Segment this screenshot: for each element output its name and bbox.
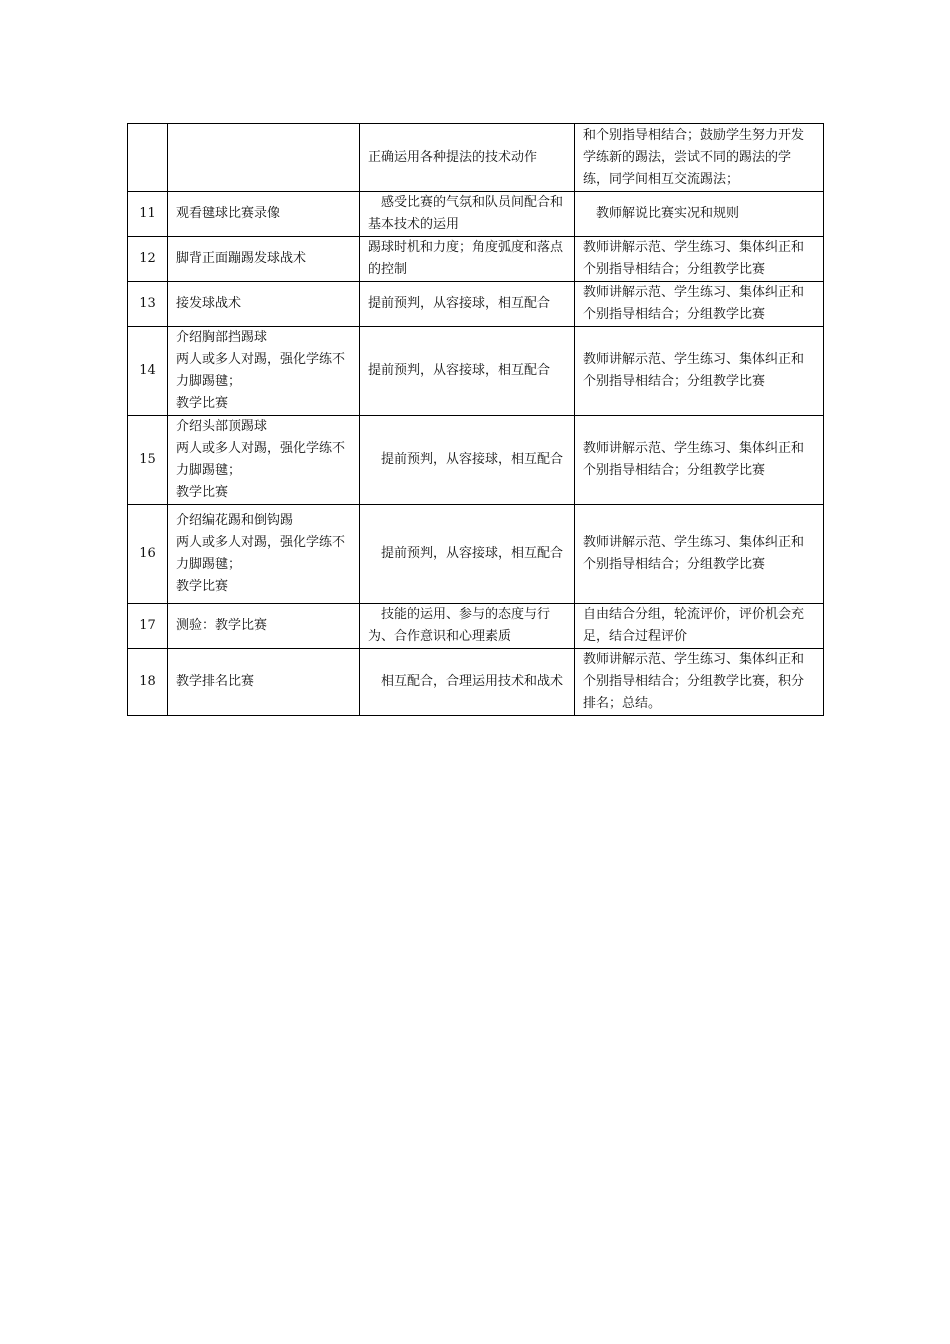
lesson-topic (168, 282, 360, 327)
lesson-goal: 提前预判，从容接球，相互配合 (360, 505, 575, 604)
lesson-method: 教师讲解示范、学生练习、集体纠正和个别指导相结合；分组教学比赛 (575, 237, 824, 282)
table-row (128, 327, 824, 416)
lesson-number (128, 124, 168, 192)
lesson-method: 教师讲解示范、学生练习、集体纠正和个别指导相结合；分组教学比赛 (575, 416, 824, 505)
table-row (128, 416, 824, 505)
lesson-number: 18 (128, 649, 168, 716)
table-row (128, 124, 824, 192)
table-row (128, 604, 824, 649)
lesson-topic-line: 观看毽球比赛录像 (176, 206, 281, 221)
lesson-topic-line: 两人或多人对踢，强化学练不力脚踢毽； (176, 352, 346, 389)
lesson-number: 12 (128, 237, 168, 282)
lesson-topic-line: 教学比赛 (176, 396, 229, 411)
lesson-method: 教师讲解示范、学生练习、集体纠正和个别指导相结合；分组教学比赛 (575, 505, 824, 604)
lesson-number: 15 (128, 416, 168, 505)
lesson-number: 14 (128, 327, 168, 416)
table-row (128, 505, 824, 604)
table-row (128, 237, 824, 282)
lesson-topic-line: 介绍编花踢和倒钩踢 (176, 513, 294, 528)
lesson-method: 教师解说比赛实况和规则 (575, 192, 824, 237)
lesson-topic (168, 327, 360, 416)
lesson-topic (168, 505, 360, 604)
lesson-goal: 正确运用各种提法的技术动作 (360, 124, 575, 192)
lesson-topic-line: 脚背正面蹦踢发球战术 (176, 251, 307, 266)
lesson-method: 教师讲解示范、学生练习、集体纠正和个别指导相结合；分组教学比赛，积分排名；总结。 (575, 649, 824, 716)
lesson-goal: 技能的运用、参与的态度与行为、合作意识和心理素质 (360, 604, 575, 649)
lesson-topic-line: 两人或多人对踢，强化学练不力脚踢毽； (176, 535, 346, 572)
lesson-number: 13 (128, 282, 168, 327)
lesson-goal: 踢球时机和力度；角度弧度和落点的控制 (360, 237, 575, 282)
lesson-topic (168, 649, 360, 716)
lesson-number: 16 (128, 505, 168, 604)
lesson-topic-line: 教学比赛 (176, 485, 229, 500)
lesson-goal: 提前预判，从容接球，相互配合 (360, 327, 575, 416)
lesson-topic (168, 237, 360, 282)
lesson-topic-line: 教学比赛 (176, 579, 229, 594)
teaching-schedule-table (127, 123, 824, 716)
lesson-goal: 提前预判，从容接球，相互配合 (360, 416, 575, 505)
lesson-number: 17 (128, 604, 168, 649)
table-row (128, 649, 824, 716)
lesson-method: 自由结合分组，轮流评价，评价机会充足，结合过程评价 (575, 604, 824, 649)
lesson-topic-line: 测验：教学比赛 (176, 618, 268, 633)
lesson-method: 教师讲解示范、学生练习、集体纠正和个别指导相结合；分组教学比赛 (575, 327, 824, 416)
lesson-topic (168, 416, 360, 505)
lesson-topic-line: 介绍胸部挡踢球 (176, 330, 268, 345)
lesson-method: 和个别指导相结合；鼓励学生努力开发学练新的踢法，尝试不同的踢法的学练，同学间相互交流踢法； (575, 124, 824, 192)
lesson-topic (168, 124, 360, 192)
lesson-topic-line: 接发球战术 (176, 296, 242, 311)
lesson-method: 教师讲解示范、学生练习、集体纠正和个别指导相结合；分组教学比赛 (575, 282, 824, 327)
lesson-topic (168, 604, 360, 649)
table-row (128, 282, 824, 327)
table-row (128, 192, 824, 237)
lesson-topic (168, 192, 360, 237)
lesson-topic-line: 教学排名比赛 (176, 674, 255, 689)
lesson-number: 11 (128, 192, 168, 237)
lesson-topic-line: 两人或多人对踢，强化学练不力脚踢毽； (176, 441, 346, 478)
lesson-topic-line: 介绍头部顶踢球 (176, 419, 268, 434)
lesson-goal: 感受比赛的气氛和队员间配合和基本技术的运用 (360, 192, 575, 237)
lesson-goal: 提前预判，从容接球，相互配合 (360, 282, 575, 327)
lesson-goal: 相互配合，合理运用技术和战术 (360, 649, 575, 716)
